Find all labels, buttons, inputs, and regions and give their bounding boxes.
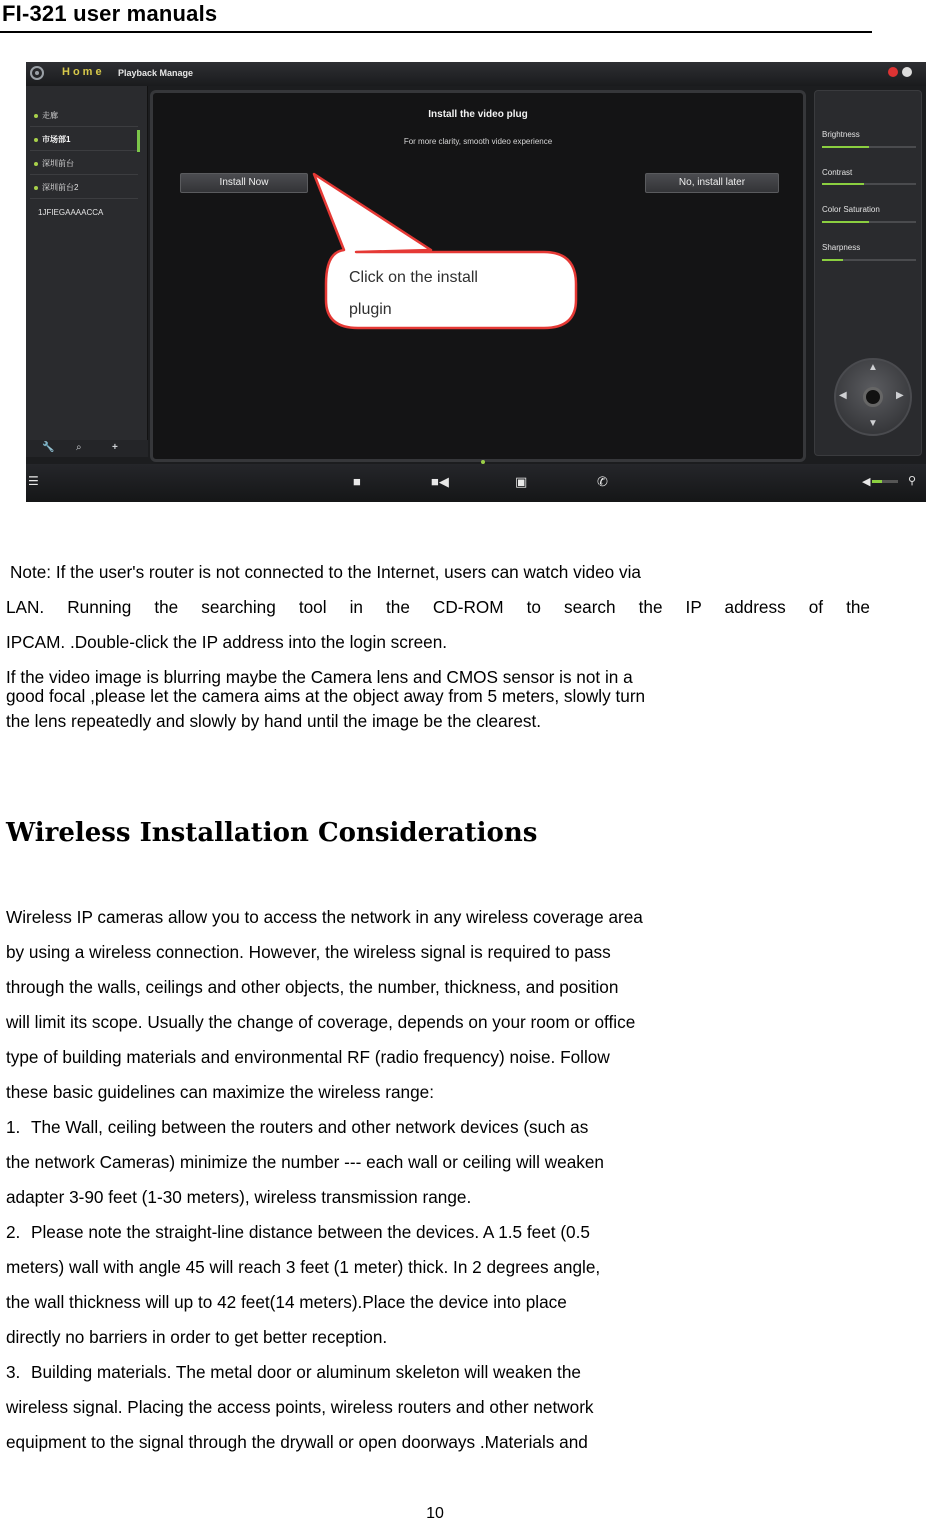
note-line: the lens repeatedly and slowly by hand until the image be the clearest. [6,711,542,731]
camera-name: 市场部1 [42,135,71,144]
camera-snapshot-icon[interactable]: ▣ [515,474,528,489]
paragraph-line: these basic guidelines can maximize the wireless range: [6,1082,434,1102]
list-text: Please note the straight-line distance between the devices. A 1.5 feet (0.5 [31,1222,590,1242]
menu-icon[interactable]: ☰ [28,474,39,488]
stop-icon[interactable]: ■ [353,474,361,489]
wrench-icon[interactable]: 🔧 [42,442,55,453]
arrow-right-icon[interactable]: ▶ [896,390,904,401]
app-screenshot [26,62,926,502]
note-line: If the video image is blurring maybe the Camera lens and CMOS sensor is not in a [6,667,633,687]
search-icon[interactable]: ⌕ [76,442,82,453]
camera-name: 走廊 [42,111,58,120]
list-continuation: the wall thickness will up to 42 feet(14 meters).Place the device into place [6,1292,567,1312]
list-item-3 [6,1359,870,1385]
install-later-button[interactable]: No, install later [645,173,779,193]
list-number: 1. [6,1117,21,1137]
list-item-1 [6,1114,870,1140]
callout-text [349,262,549,326]
arrow-left-icon[interactable]: ◀ [839,390,847,401]
color-saturation-label: Color Saturation [822,205,880,214]
camera-name: 深圳前台2 [42,183,79,192]
phone-icon[interactable]: ✆ [597,474,608,489]
video-record-icon[interactable]: ■◀ [431,474,449,489]
tab-playback-manage[interactable]: Playback Manage [118,68,194,78]
arrow-up-icon[interactable]: ▲ [868,362,878,373]
paragraph-line: by using a wireless connection. However, the wireless signal is required to pass [6,942,611,962]
list-continuation: the network Cameras) minimize the number --- each wall or ceiling will weaken [6,1152,604,1172]
list-continuation: wireless signal. Placing the access points, wireless routers and other network [6,1397,594,1417]
add-icon[interactable]: + [112,442,118,453]
note-line: IPCAM. .Double-click the IP address into the login screen. [6,632,448,652]
install-now-button[interactable]: Install Now [180,173,308,193]
arrow-down-icon[interactable]: ▼ [868,418,878,429]
document-title: FI-321 user manuals [2,1,218,26]
brightness-label: Brightness [822,130,860,139]
callout-line: Click on the install [349,269,478,286]
list-continuation: equipment to the signal through the drywall or open doorways .Materials and [6,1432,588,1452]
list-number: 2. [6,1222,21,1242]
camera-name: 1JFIEGAAAACCA [38,208,104,217]
list-continuation: meters) wall with angle 45 will reach 3 feet (1 meter) thick. In 2 degrees angle, [6,1257,601,1277]
sharpness-label: Sharpness [822,243,861,252]
list-item-2 [6,1219,870,1245]
note-line: good focal ,please let the camera aims at the object away from 5 meters, slowly turn [6,686,646,706]
list-continuation: adapter 3-90 feet (1-30 meters), wireless transmission range. [6,1187,472,1207]
paragraph-line: type of building materials and environmental RF (radio frequency) noise. Follow [6,1047,610,1067]
page-number: 10 [426,1505,444,1522]
list-text: The Wall, ceiling between the routers and other network devices (such as [31,1117,589,1137]
paragraph-line: will limit its scope. Usually the change of coverage, depends on your room or office [6,1012,636,1032]
section-heading: Wireless Installation Considerations [6,818,538,848]
contrast-label: Contrast [822,168,853,177]
plugin-subtitle: For more clarity, smooth video experience [403,137,553,146]
paragraph-line: Wireless IP cameras allow you to access the network in any wireless coverage area [6,907,643,927]
list-number: 3. [6,1362,21,1382]
list-text: Building materials. The metal door or aluminum skeleton will weaken the [31,1362,581,1382]
tab-home[interactable]: Home [62,66,105,78]
paragraph-line: through the walls, ceilings and other objects, the number, thickness, and position [6,977,619,997]
page-header [0,0,872,33]
speaker-icon[interactable]: ◀ [862,476,871,488]
note-line: LAN. Running the searching tool in the CD-ROM to search the IP address of the [6,597,870,617]
location-pin-icon[interactable]: ⚲ [908,475,917,487]
list-continuation: directly no barriers in order to get better reception. [6,1327,388,1347]
callout-line: plugin [349,301,392,318]
plugin-title: Install the video plug [428,109,528,120]
note-line: Note: If the user's router is not connected to the Internet, users can watch video via [10,562,641,582]
camera-name: 深圳前台 [42,159,74,168]
